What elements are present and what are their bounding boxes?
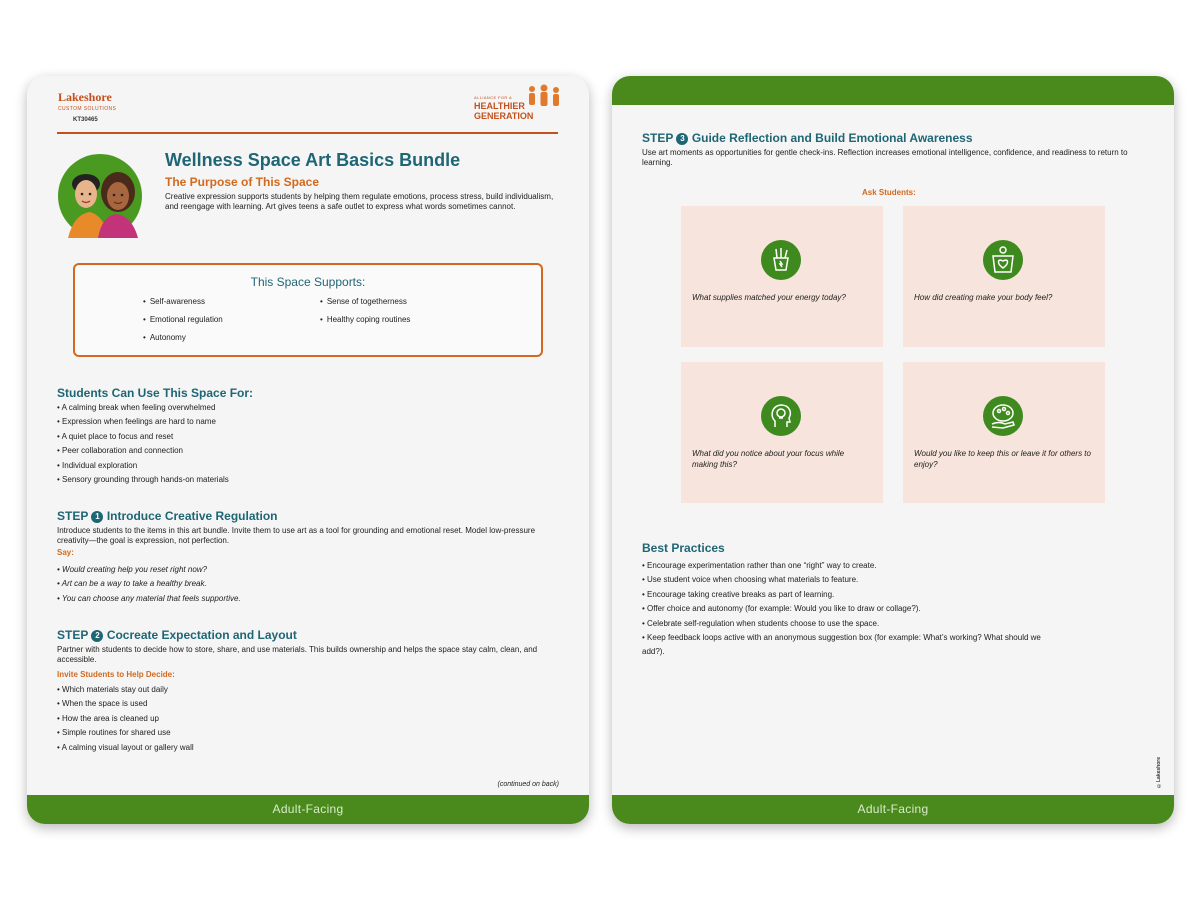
question-card [903,362,1105,503]
list-item: • Peer collaboration and connection [57,444,229,458]
list-item: • You can choose any material that feels supportive. [57,592,241,606]
ahg-line2: GENERATION [474,111,534,121]
step2-paragraph: Partner with students to decide how to store, share, and use materials. This builds ownership and helps the space stay calm, clean, and accessible. [57,645,538,664]
list-item: • Autonomy [143,329,223,347]
list-item: • Offer choice and autonomy (for example: Would you like to draw or collage?). [642,602,1062,616]
step3-title: Guide Reflection and Build Emotional Awareness [691,131,973,145]
step1-heading [57,509,278,523]
product-code: KT30465 [73,117,98,123]
step2-prefix: STEP [57,628,89,642]
question-text: Would you like to keep this or leave it for others to enjoy? [914,449,1091,469]
list-item: • A calming visual layout or gallery wall [57,741,194,755]
back-card [612,76,1174,824]
list-item: • Expression when feelings are hard to name [57,415,229,429]
step3-paragraph: Use art moments as opportunities for gentle check-ins. Reflection increases emotional intelligence, confidence, and readiness to return to learning. [642,148,1128,167]
step2-heading [57,628,297,642]
uses-heading: Students Can Use This Space For: [57,386,254,400]
page-title: Wellness Space Art Basics Bundle [165,150,461,170]
supports-list-right [320,293,410,329]
list-item: • A quiet place to focus and reset [57,430,229,444]
list-item: • Art can be a way to take a healthy break. [57,577,241,591]
list-item: • Keep feedback loops active with an anonymous suggestion box (for example: What’s working? What should we add?). [642,631,1062,660]
intro-paragraph: Creative expression supports students by helping them regulate emotions, process stress, build individualism, and reengage with learning. Art gives teens a safe outlet to express what words sometimes cannot. [165,192,554,211]
step2-number: 2 [91,630,103,642]
step2-label: Invite Students to Help Decide: [57,670,175,679]
art-supplies-icon [761,240,801,280]
logo-name: Lakeshore [58,90,112,104]
list-item: • Sensory grounding through hands-on materials [57,473,229,487]
list-item: • Which materials stay out daily [57,683,194,697]
question-text: What did you notice about your focus while making this? [692,449,845,469]
vertical-brand: ©Lakeshore [1156,756,1162,788]
best-practices-list [642,559,1062,660]
ask-students-label: Ask Students: [862,188,916,197]
lightbulb-head-icon [761,396,801,436]
list-item: • Encourage experimentation rather than one “right” way to create. [642,559,1062,573]
step1-prefix: STEP [57,509,89,523]
palette-hand-icon [983,396,1023,436]
step1-number: 1 [91,511,103,523]
list-item: • Sense of togetherness [320,293,410,311]
continued-note: (continued on back) [497,781,559,788]
step3-number: 3 [676,133,688,145]
lakeshore-logo [58,90,116,123]
front-card [27,76,589,824]
question-card [681,362,883,503]
list-item: • When the space is used [57,697,194,711]
question-card [681,206,883,347]
list-item: • Celebrate self-regulation when students choose to use the space. [642,617,1062,631]
header-rule [57,132,558,134]
supports-box [73,263,543,357]
avatar-illustration [58,154,142,238]
list-item: • Encourage taking creative breaks as part of learning. [642,588,1062,602]
list-item: • Emotional regulation [143,311,223,329]
list-item: • Individual exploration [57,459,229,473]
front-footer: Adult-Facing [27,795,589,824]
people-icon [524,84,564,114]
question-text: How did creating make your body feel? [914,293,1053,302]
step2-list [57,683,194,755]
question-card [903,206,1105,347]
heart-body-icon [983,240,1023,280]
step1-title: Introduce Creative Regulation [106,509,278,523]
list-item: • Simple routines for shared use [57,726,194,740]
question-text: What supplies matched your energy today? [692,293,846,302]
step1-paragraph: Introduce students to the items in this art bundle. Invite them to use art as a tool for grounding and emotional reset. Model low-pressure creativity—the goal is expression, not perfection. [57,526,536,545]
logo-sub: CUSTOM SOLUTIONS [58,106,117,112]
list-item: • Use student voice when choosing what materials to feature. [642,573,1062,587]
supports-list-left [143,293,223,347]
list-item: • How the area is cleaned up [57,712,194,726]
step3-heading [642,131,973,145]
step3-prefix: STEP [642,131,674,145]
list-item: • Healthy coping routines [320,311,410,329]
list-item: • Would creating help you reset right now? [57,563,241,577]
list-item: • A calming break when feeling overwhelmed [57,401,229,415]
ahg-small: ALLIANCE FOR A [474,95,513,100]
back-top-band [612,76,1174,105]
step2-title: Cocreate Expectation and Layout [106,628,297,642]
ahg-line1: HEALTHIER [474,101,525,111]
best-practices-heading: Best Practices [642,541,725,555]
page-subtitle: The Purpose of This Space [165,175,320,189]
supports-title: This Space Supports: [250,275,366,289]
uses-list [57,401,229,487]
step1-list [57,563,241,606]
back-footer: Adult-Facing [612,795,1174,824]
list-item: • Self-awareness [143,293,223,311]
step1-label: Say: [57,548,74,557]
healthier-generation-logo [474,84,564,124]
